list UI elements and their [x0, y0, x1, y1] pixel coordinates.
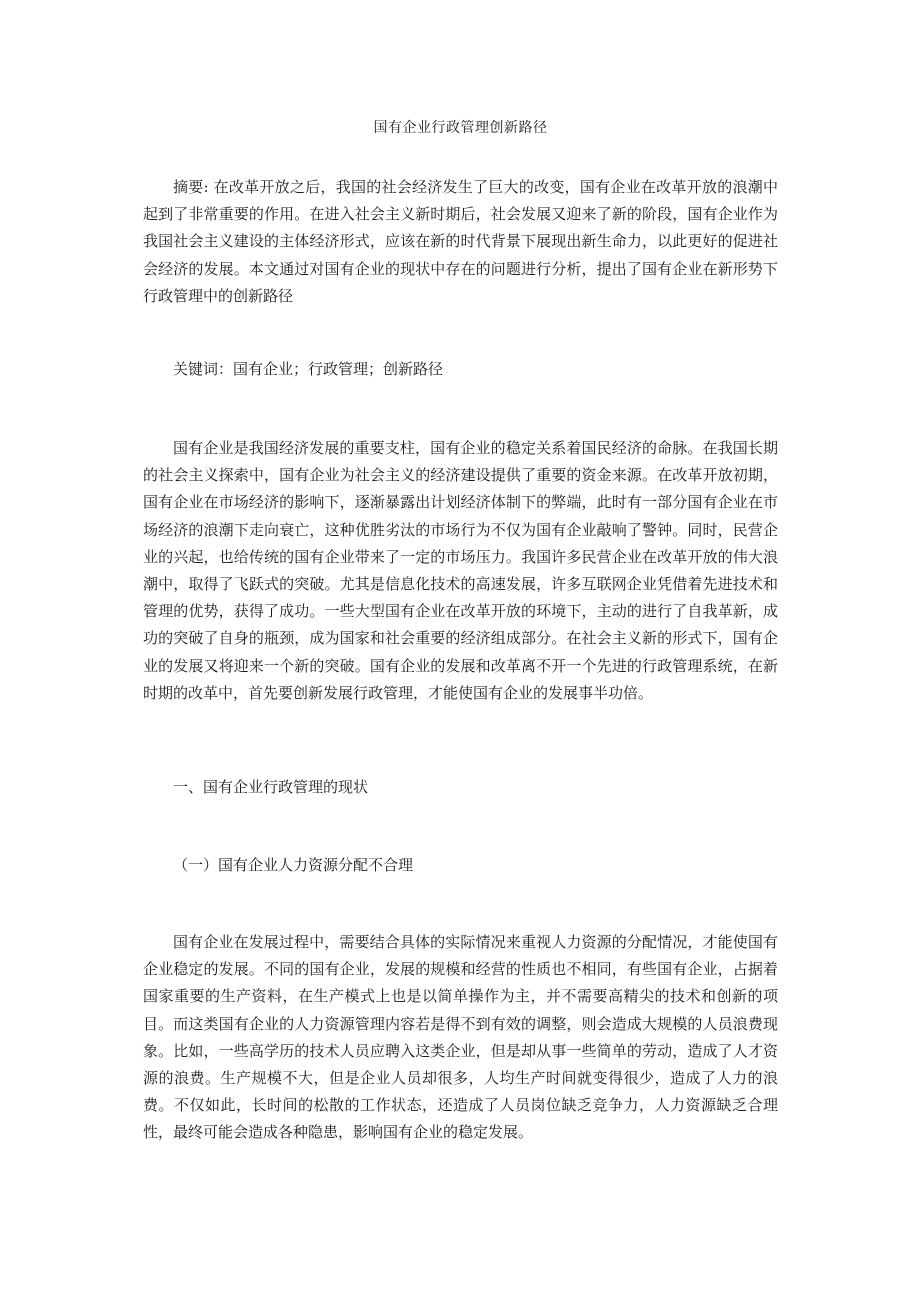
document-title: 国有企业行政管理创新路径 [373, 120, 548, 136]
section-heading-1: 一、国有企业行政管理的现状 [173, 778, 369, 796]
intro-paragraph: 国有企业是我国经济发展的重要支柱，国有企业的稳定关系着国民经济的命脉。在我国长期的社会主义探索中，国有企业为社会主义的经济建设提供了重要的资金来源。在改革开放初期，国有企业在市场经济的影响下，逐渐暴露出计划经济体制下的弊端，此时有一部分国有企业在市场经济的浪潮下走向衰亡，这种优胜劣汰的市场行为不仅为国有企业敲响了警钟。同时，民营企业的兴起，也给传统的国有企业带来了一定的市场压力。我国许多民营企业在改革开放的伟大浪潮中，取得了飞跃式的突破。尤其是信息化技术的高速发展，许多互联网企业凭借着先进技术和管理的优势，获得了成功。一些大型国有企业在改革开放的环境下，主动的进行了自我革新，成功的突破了自身的瓶颈，成为国家和社会重要的经济组成部分。在社会主义新的形式下，国有企业的发展又将迎来一个新的突破。国有企业的发展和改革离不开一个先进的行政管理系统，在新时期的改革中，首先要创新发展行政管理，才能使国有企业的发展事半功倍。 [143, 439, 778, 702]
subsection-heading-1: （一）国有企业人力资源分配不合理 [173, 856, 414, 874]
keywords-line: 关键词：国有企业；行政管理；创新路径 [173, 360, 444, 378]
abstract-text: 在改革开放之后，我国的社会经济发生了巨大的改变，国有企业在改革开放的浪潮中起到了非常重要的作用。在进入社会主义新时期后，社会发展又迎来了新的阶段，国有企业作为我国社会主义建设的主体经济形式，应该在新的时代背景下展现出新生命力，以此更好的促进社会经济的发展。本文通过对国有企业的现状中存在的问题进行分析，提出了国有企业在新形势下行政管理中的创新路径 [143, 178, 778, 305]
abstract-label: 摘要: [173, 178, 209, 196]
abstract-paragraph [143, 174, 778, 310]
subsection-paragraph-1: 国有企业在发展过程中，需要结合具体的实际情况来重视人力资源的分配情况，才能使国有企业稳定的发展。不同的国有企业，发展的规模和经营的性质也不相同，有些国有企业，占据着国家重要的生产资料，在生产模式上也是以简单操作为主，并不需要高精尖的技术和创新的项目。而这类国有企业的人力资源管理内容若是得不到有效的调整，则会造成大规模的人员浪费现象。比如，一些高学历的技术人员应聘入这类企业，但是却从事一些简单的劳动，造成了人才资源的浪费。生产规模不大，但是企业人员却很多，人均生产时间就变得很少，造成了人力的浪费。不仅如此，长时间的松散的工作状态，还造成了人员岗位缺乏竞争力，人力资源缺乏合理性，最终可能会造成各种隐患，影响国有企业的稳定发展。 [143, 933, 778, 1142]
